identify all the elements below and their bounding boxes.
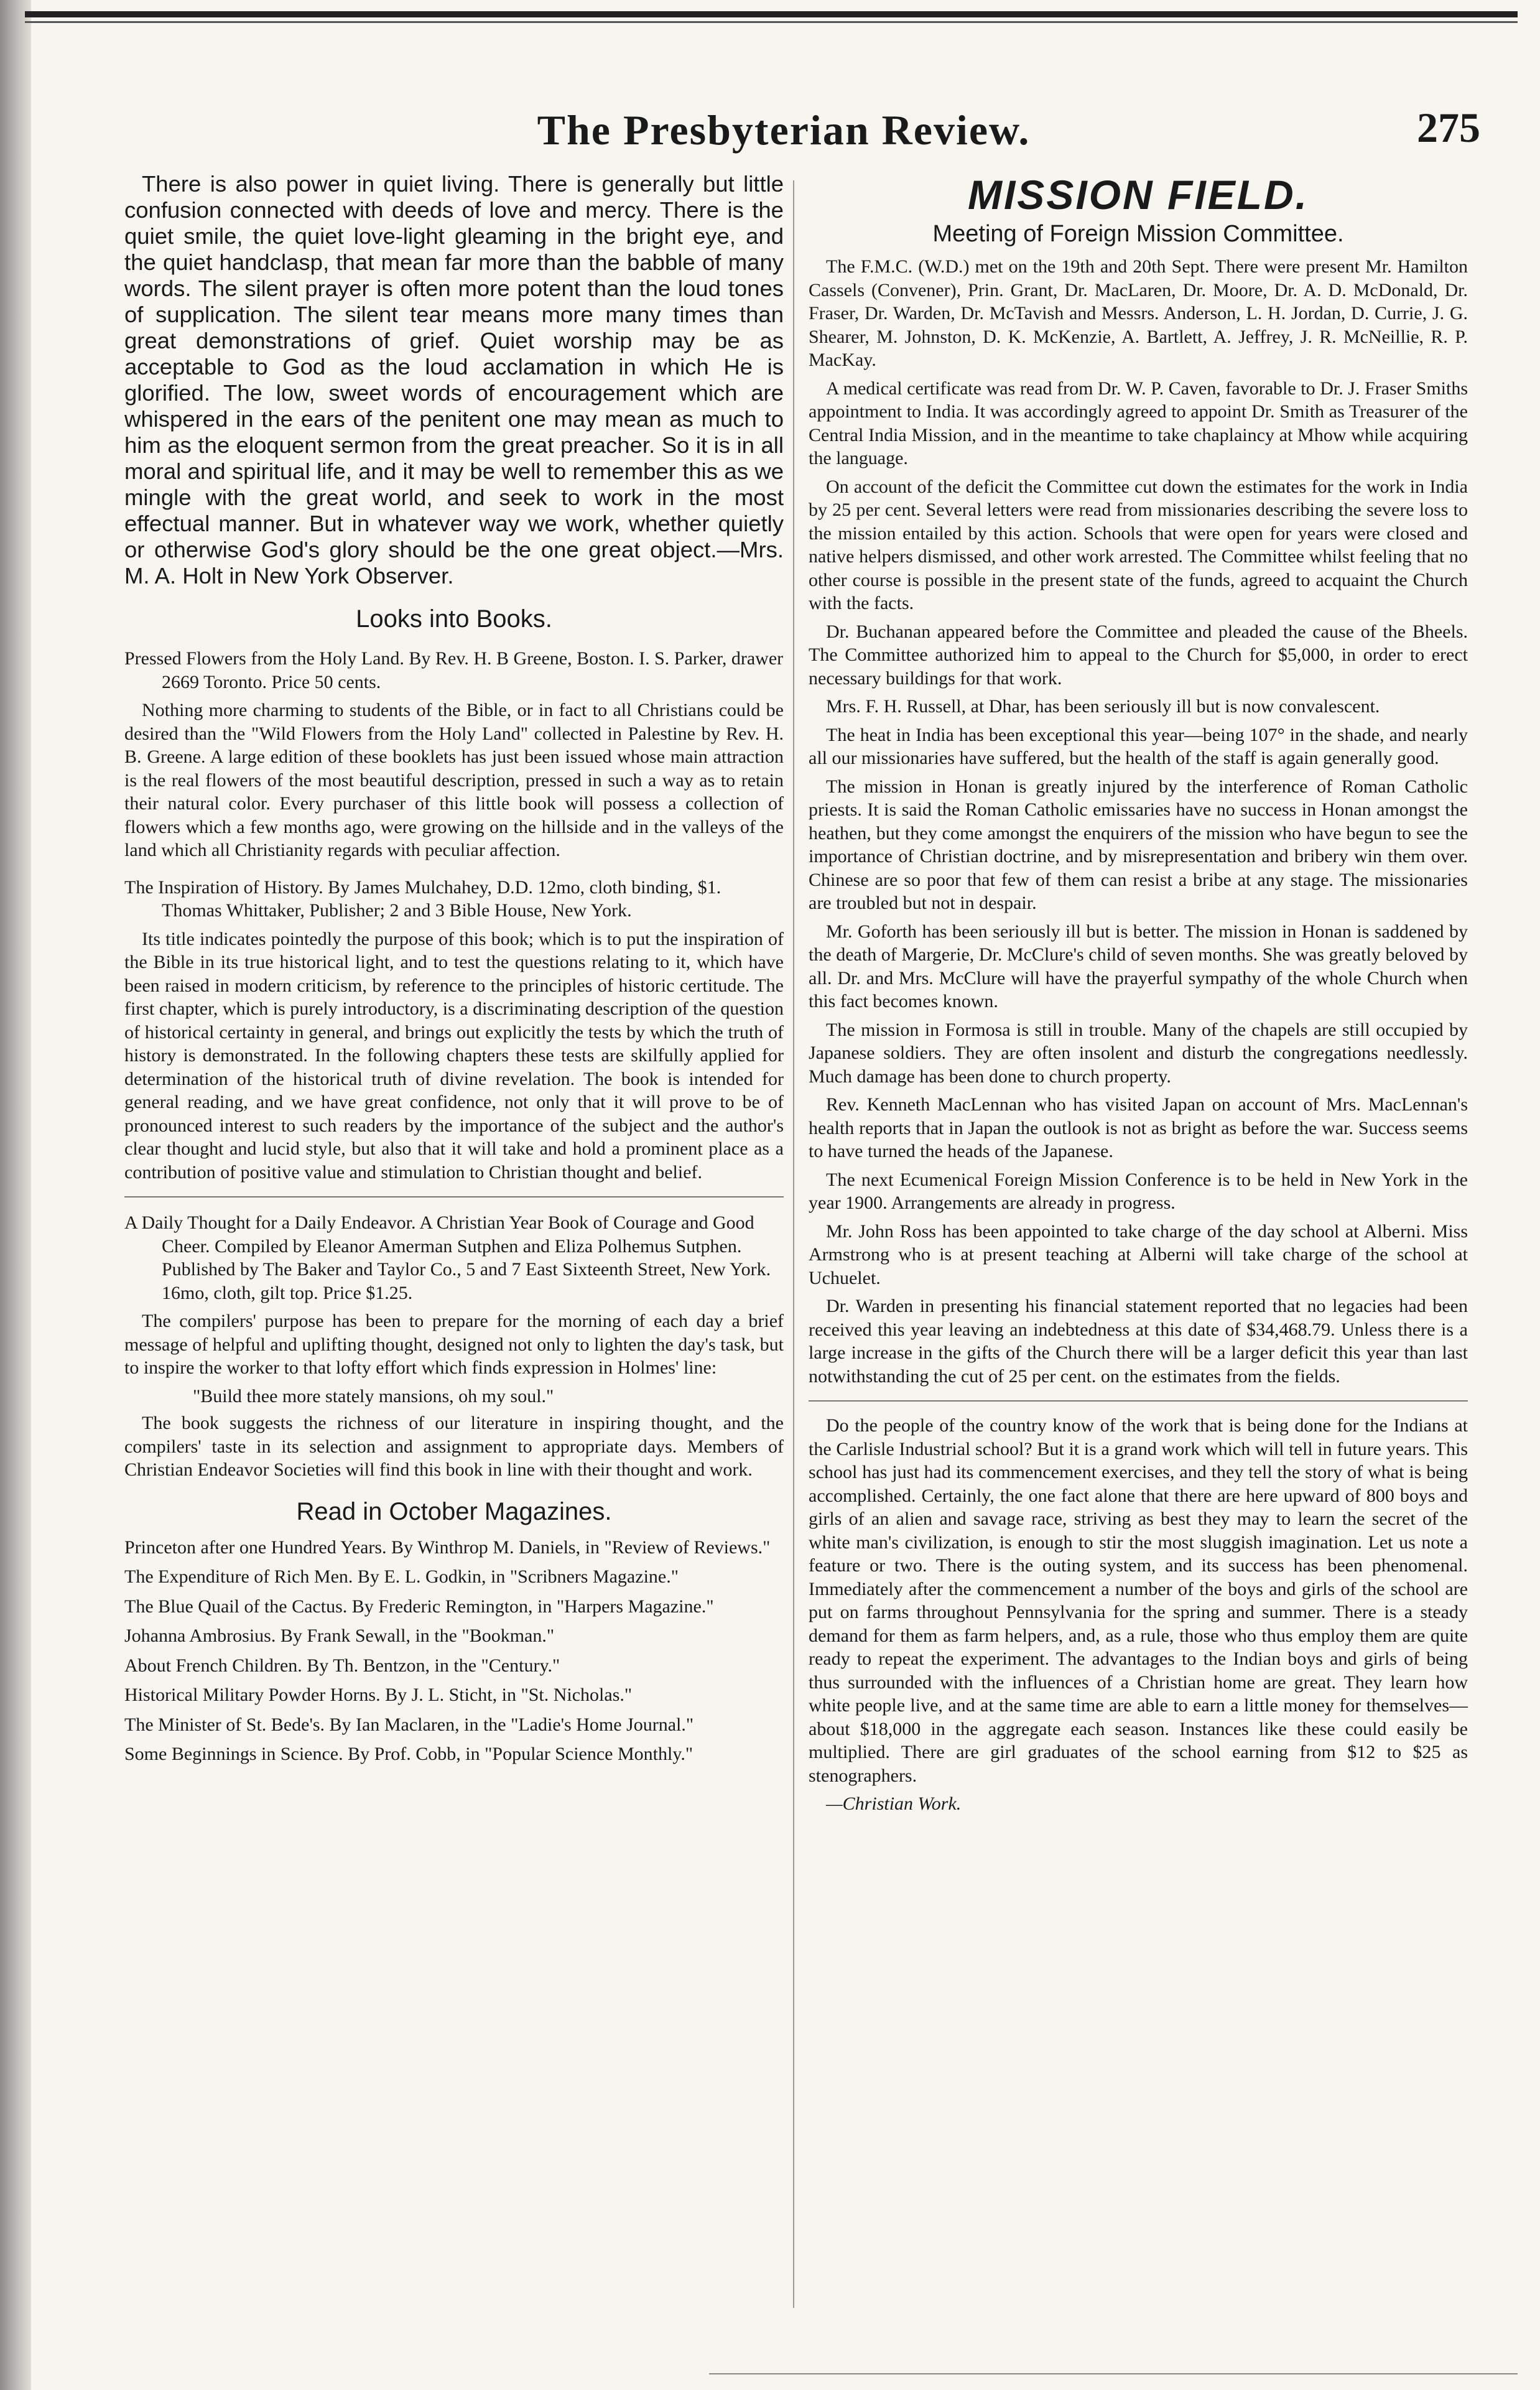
mission-paragraph: The heat in India has been exceptional this year—being 107° in the shade, and nearly all our missionaries have suffered, but the health of the staff is again generally good. — [809, 724, 1468, 768]
mission-paragraph: The mission in Formosa is still in trouble. Many of the chapels are still occupied by Japanese soldiers. They are often insolent and disturb the congregations needlessly. Much damage has been done to church property. — [809, 1019, 1468, 1087]
article-source: —Christian Work. — [826, 1793, 962, 1814]
mission-paragraph: On account of the deficit the Committee cut down the estimates for the work in India by 25 per cent. Several letters were read from missionaries describing the severe loss to the mission entailed by this action. Schools that were open for years were closed and native helpers dismissed, and other work arrested. The Committee whilst feeling that no other course is possible in the present state of the funds, agreed to acquaint the Church with the facts. — [809, 476, 1468, 613]
mission-paragraph: The next Ecumenical Foreign Mission Conference is to be held in New York in the year 1900. Arrangements are already in progress. — [809, 1169, 1468, 1213]
book-paragraph: The compilers' purpose has been to prepare for the morning of each day a brief message of helpful and uplifting thought, designed not only to lighten the day's task, but to inspire the worker to that lofty effort which finds expression in Holmes' line: — [124, 1311, 784, 1378]
bottom-rule — [709, 2373, 1518, 2374]
books-section-title: Looks into Books. — [356, 605, 552, 633]
mission-paragraph: Mrs. F. H. Russell, at Dhar, has been seriously ill but is now convalescent. — [826, 696, 1380, 717]
carlisle-article — [809, 1414, 1468, 1816]
list-item: The Minister of St. Bede's. By Ian Maclaren, in the "Ladie's Home Journal." — [124, 1714, 694, 1735]
right-column — [809, 171, 1468, 1821]
list-item: Some Beginnings in Science. By Prof. Cobb, in "Popular Science Monthly." — [124, 1744, 693, 1764]
page-number: 275 — [1417, 104, 1480, 151]
book-paragraph: Its title indicates pointedly the purpose of this book; which is to put the inspiration of the Bible in its true historical light, and to test the questions relating to it, which have been raised in modern criticism, by reference to the principles of historic certitude. The first chapter, which is purely introductory, is a discriminating description of the question of historical certainty in general, and brings out explicitly the tests by which the truth of history is demonstrated. In the following chapters these tests are skilfully applied for determination of the historical truth of divine revelation. The book is intended for general reading, and we have great confidence, not only that it will prove to be of pronounced interest to such readers by the importance of the subject and the author's clear thought and lucid style, but also that it will take and hold a prominent place as a contribution of positive value and stimulation to Christian thought and belief. — [124, 928, 784, 1183]
essay-paragraph: There is also power in quiet living. There is generally but little confusion connected with deeds of love and mercy. There is the quiet smile, the quiet love-light gleaming in the bright eye, and the quiet handclasp, that mean far more than the babble of many words. The silent prayer is often more potent than the loud tones of supplication. The silent tear means more many times than great demonstrations of grief. Quiet worship may be as acceptable to God as the loud acclamation in which He is glorified. The low, sweet words of encouragement which are whispered in the ears of the penitent one may mean as much to him as the eloquent sermon from the great preacher. So it is in all moral and spiritual life, and it may be well to remember this as we mingle with the great world, and seek to work in the most effectual manner. But in whatever way we work, whether quietly or otherwise God's glory should be the one great object.—Mrs. M. A. Holt in New York Observer. — [124, 171, 784, 588]
list-item: Johanna Ambrosius. By Frank Sewall, in the "Bookman." — [124, 1625, 555, 1646]
mission-paragraph: Dr. Buchanan appeared before the Committee and pleaded the cause of the Bheels. The Committee authorized him to appeal to the Church for $5,000, in order to erect necessary buildings for that work. — [809, 621, 1468, 689]
section-divider — [124, 1196, 784, 1197]
book-review-1 — [124, 647, 784, 862]
holmes-quote: "Build thee more stately mansions, oh my soul." — [193, 1385, 554, 1407]
page-edge-shadow — [0, 0, 31, 2390]
mission-report — [809, 255, 1468, 1388]
list-item: Historical Military Powder Horns. By J. L. Sticht, in "St. Nicholas." — [124, 1685, 633, 1705]
mission-paragraph: The mission in Honan is greatly injured by the interference of Roman Catholic priests. It is said the Roman Catholic emissaries have no success in Honan amongst the heathen, but they come amongst the enquirers of the mission who have begun to see the importance of Christian doctrine, and by misrepresentation and bribery win them over. Chinese are so poor that few of them can resist a bribe at any stage. The missionaries are troubled but not in despair. — [809, 776, 1468, 913]
book-heading: Pressed Flowers from the Holy Land. By Rev. H. B Greene, Boston. I. S. Parker, drawer 2669 Toronto. Price 50 cents. — [124, 648, 784, 692]
left-column — [124, 171, 784, 1772]
page-header — [75, 100, 1493, 156]
book-review-2 — [124, 876, 784, 1184]
mission-paragraph: The F.M.C. (W.D.) met on the 19th and 20th Sept. There were present Mr. Hamilton Cassels (Convener), Prin. Grant, Dr. MacLaren, Dr. Moore, Dr. A. D. McDonald, Dr. Fraser, Dr. Warden, Dr. McTavish and Messrs. Anderson, L. H. Jordan, D. Currie, J. G. Shearer, M. Johnston, D. K. McKenzie, A. Bartlett, A. Jeffrey, J. R. McNeillie, R. P. MacKay. — [809, 256, 1468, 370]
book-review-3 — [124, 1211, 784, 1482]
book-paragraph: Nothing more charming to students of the Bible, or in fact to all Christians could be desired than the "Wild Flowers from the Holy Land" collected in Palestine by Rev. H. B. Greene. A large edition of these booklets has just been issued whose main attraction is the real flowers of the most beautiful description, pressed in such a way as to retain their natural color. Every purchaser of this little book will possess a collection of flowers which a few months ago, were growing on the hillside and in the valleys of the land which all Christianity regards with peculiar affection. — [124, 700, 784, 860]
list-item: Princeton after one Hundred Years. By Winthrop M. Daniels, in "Review of Reviews." — [124, 1537, 771, 1558]
list-item: The Expenditure of Rich Men. By E. L. Godkin, in "Scribners Magazine." — [124, 1566, 679, 1587]
mission-paragraph: A medical certificate was read from Dr. W. P. Caven, favorable to Dr. J. Fraser Smiths appointment to India. It was accordingly agreed to appoint Dr. Smith as Treasurer of the Central India Mission, and in the meantime to take chaplaincy at Mhow while acquiring the language. — [809, 378, 1468, 468]
book-heading: A Daily Thought for a Daily Endeavor. A Christian Year Book of Courage and Good Cheer. Compiled by Eleanor Amerman Sutphen and Eliza Polhemus Sutphen. Published by The Baker and Taylor Co., 5 and 7 East Sixteenth Street, New York. 16mo, cloth, gilt top. Price $1.25. — [124, 1212, 771, 1303]
mission-paragraph: Dr. Warden in presenting his financial statement reported that no legacies had been received this year leaving an indebtedness at this date of $34,468.79. Unless there is a large increase in the gifts of the Church there will be a larger deficit this year than last notwithstanding the cut of 25 per cent. on the estimates from the fields. — [809, 1296, 1468, 1387]
mission-paragraph: Mr. Goforth has been seriously ill but is better. The mission in Honan is saddened by the death of Margerie, Dr. McClure's child of seven months. She was greatly beloved by all. Dr. and Mrs. McClure will have the prayerful sympathy of the whole Church when this fact becomes known. — [809, 921, 1468, 1011]
magazines-section-title: Read in October Magazines. — [296, 1497, 612, 1525]
mission-paragraph: Rev. Kenneth MacLennan who has visited Japan on account of Mrs. MacLennan's health reports that in Japan the outlook is not as bright as before the war. Success seems to have turned the heads of the Japanese. — [809, 1094, 1468, 1161]
book-paragraph: The book suggests the richness of our literature in inspiring thought, and the compilers' taste in its selection and assignment to appropriate days. Members of Christian Endeavor Societies will find this book in line with their thought and work. — [124, 1413, 784, 1480]
quiet-living-essay — [124, 171, 784, 589]
top-rule-thin — [25, 21, 1518, 23]
magazine-list — [124, 1536, 784, 1766]
running-title: The Presbyterian Review. — [537, 106, 1031, 154]
top-rule — [25, 11, 1518, 17]
book-heading: The Inspiration of History. By James Mulchahey, D.D. 12mo, cloth binding, $1. Thomas Whittaker, Publisher; 2 and 3 Bible House, New York. — [124, 876, 721, 921]
list-item: The Blue Quail of the Cactus. By Frederic Remington, in "Harpers Magazine." — [124, 1596, 714, 1617]
mission-field-title: MISSION FIELD. — [967, 172, 1309, 218]
mission-paragraph: Mr. John Ross has been appointed to take charge of the day school at Alberni. Miss Armstrong who is at present teaching at Alberni will take charge of the school at Uchuelet. — [809, 1221, 1468, 1288]
list-item: About French Children. By Th. Bentzon, in the "Century." — [124, 1655, 560, 1676]
carlisle-paragraph: Do the people of the country know of the work that is being done for the Indians at the Carlisle Industrial school? But it is a grand work which will tell in future years. This school has just had its commencement exercises, and they tell the story of what is being accomplished. Certainly, the one fact alone that there are here upward of 800 boys and girls of an alien and savage race, striving as best they may to learn the secret of the white man's civilization, is enough to stir the most sluggish imagination. Let us note a feature or two. There is the outing system, and its success has been phenomenal. Immediately after the commencement a number of the boys and girls of the school are put on farms throughout Pennsylvania for the spring and summer. There is a steady demand for them as farm helpers, and, as a rule, those who thus employ them are quite ready to repeat the experiment. The advantages to the Indian boys and girls of being thus surrounded with the influences of a Christian home are great. They learn how white people live, and at the same time are able to earn a little money for themselves—about $18,000 in the aggregate each season. Instances like these could easily be multiplied. There are girl graduates of the school earning from $12 to $25 as stenographers. — [809, 1415, 1468, 1786]
meeting-subtitle: Meeting of Foreign Mission Committee. — [932, 221, 1344, 247]
column-divider — [793, 180, 794, 2308]
section-divider — [809, 1400, 1468, 1402]
